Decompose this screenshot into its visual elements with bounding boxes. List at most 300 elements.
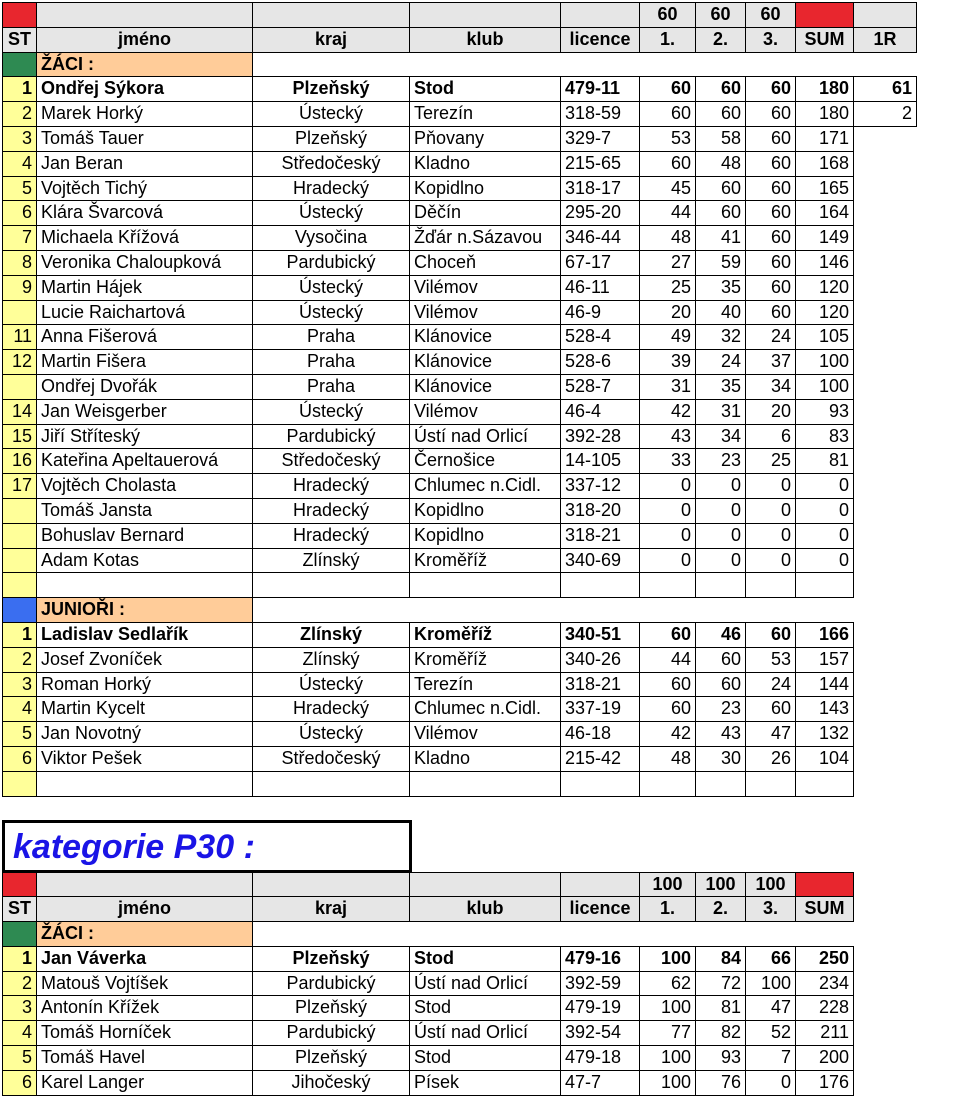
club-cell: Choceň bbox=[409, 250, 561, 276]
sum-cell: 0 bbox=[795, 523, 854, 549]
club-cell: Kroměříž bbox=[409, 622, 561, 648]
club-cell: Klánovice bbox=[409, 349, 561, 375]
round-2-cell: 60 bbox=[695, 647, 746, 673]
rank-cell bbox=[2, 498, 37, 524]
p30-column-header-row bbox=[3, 897, 917, 922]
licence-cell: 46-18 bbox=[560, 721, 640, 747]
licence-cell: 340-26 bbox=[560, 647, 640, 673]
round-3-cell: 100 bbox=[745, 971, 796, 997]
sum-cell: 132 bbox=[795, 721, 854, 747]
round-3-cell: 60 bbox=[745, 76, 796, 102]
region-cell: Jihočeský bbox=[252, 1070, 410, 1096]
licence-cell: 67-17 bbox=[560, 250, 640, 276]
club-cell: Kopidlno bbox=[409, 498, 561, 524]
rank-cell: 1 bbox=[2, 622, 37, 648]
name-cell: Jiří Stříteský bbox=[36, 424, 253, 450]
section-title-zaci: ŽÁCI : bbox=[36, 921, 253, 947]
name-cell: Vojtěch Tichý bbox=[36, 176, 253, 202]
round-2-cell: 32 bbox=[695, 324, 746, 350]
first-round-cell: 2 bbox=[853, 101, 917, 127]
table-row bbox=[3, 400, 917, 425]
region-cell: Hradecký bbox=[252, 498, 410, 524]
round-3-cell: 60 bbox=[745, 200, 796, 226]
club-cell: Pňovany bbox=[409, 126, 561, 152]
region-cell: Středočeský bbox=[252, 151, 410, 177]
header-round-2: 2. bbox=[695, 27, 746, 53]
category-title: kategorie P30 : bbox=[2, 820, 412, 873]
name-cell: Bohuslav Bernard bbox=[36, 523, 253, 549]
round-2-cell: 60 bbox=[695, 672, 746, 698]
round-1-cell: 20 bbox=[639, 300, 696, 326]
region-cell: Plzeňský bbox=[252, 946, 410, 972]
section-zaci-row bbox=[3, 53, 917, 78]
licence-cell: 340-51 bbox=[560, 622, 640, 648]
rank-cell: 2 bbox=[2, 647, 37, 673]
name-cell: Klára Švarcová bbox=[36, 200, 253, 226]
sum-cell: 100 bbox=[795, 349, 854, 375]
rank-cell: 6 bbox=[2, 1070, 37, 1096]
club-cell: Ústí nad Orlicí bbox=[409, 1020, 561, 1046]
green-marker-cell bbox=[2, 921, 37, 947]
header-round-2: 2. bbox=[695, 896, 746, 922]
round-1-cell: 44 bbox=[639, 200, 696, 226]
round-3-cell: 60 bbox=[745, 225, 796, 251]
round-1-cell: 60 bbox=[639, 76, 696, 102]
header-jmeno: jméno bbox=[36, 896, 253, 922]
sum-cell: 81 bbox=[795, 448, 854, 474]
sum-cell: 83 bbox=[795, 424, 854, 450]
licence-cell: 528-4 bbox=[560, 324, 640, 350]
sum-cell: 93 bbox=[795, 399, 854, 425]
header-st: ST bbox=[2, 27, 37, 53]
round-1-cell: 62 bbox=[639, 971, 696, 997]
licence-cell: 528-7 bbox=[560, 374, 640, 400]
licence-cell: 295-20 bbox=[560, 200, 640, 226]
licence-cell: 318-17 bbox=[560, 176, 640, 202]
club-cell: Žďár n.Sázavou bbox=[409, 225, 561, 251]
club-cell: Terezín bbox=[409, 672, 561, 698]
region-cell: Pardubický bbox=[252, 1020, 410, 1046]
round-3-cell: 53 bbox=[745, 647, 796, 673]
round-2-cell: 30 bbox=[695, 746, 746, 772]
region-cell: Hradecký bbox=[252, 176, 410, 202]
name-cell: Martin Kycelt bbox=[36, 696, 253, 722]
sum-cell: 120 bbox=[795, 275, 854, 301]
name-cell: Kateřina Apeltauerová bbox=[36, 448, 253, 474]
round-2-cell: 0 bbox=[695, 523, 746, 549]
name-cell: Roman Horký bbox=[36, 672, 253, 698]
round-3-cell: 25 bbox=[745, 448, 796, 474]
spacer-row bbox=[3, 573, 917, 598]
header-kraj: kraj bbox=[252, 896, 410, 922]
round-3-cell: 0 bbox=[745, 473, 796, 499]
round-3-cell: 60 bbox=[745, 176, 796, 202]
round-1-cell: 49 bbox=[639, 324, 696, 350]
club-cell: Stod bbox=[409, 76, 561, 102]
round-2-cell: 60 bbox=[695, 101, 746, 127]
p30-section-zaci-row bbox=[3, 922, 917, 947]
club-cell: Chlumec n.Cidl. bbox=[409, 696, 561, 722]
table-row bbox=[3, 996, 917, 1021]
round-1-cell: 48 bbox=[639, 225, 696, 251]
rank-cell: 4 bbox=[2, 1020, 37, 1046]
rank-cell: 4 bbox=[2, 151, 37, 177]
table-row bbox=[3, 648, 917, 673]
table-row bbox=[3, 77, 917, 102]
region-cell: Zlínský bbox=[252, 647, 410, 673]
header-round-1: 1. bbox=[639, 896, 696, 922]
round-3-cell: 20 bbox=[745, 399, 796, 425]
max-score-3: 60 bbox=[745, 2, 796, 28]
round-1-cell: 0 bbox=[639, 498, 696, 524]
rank-cell: 6 bbox=[2, 200, 37, 226]
rank-cell: 15 bbox=[2, 424, 37, 450]
club-cell: Stod bbox=[409, 1045, 561, 1071]
round-2-cell: 34 bbox=[695, 424, 746, 450]
licence-cell: 46-4 bbox=[560, 399, 640, 425]
club-cell: Písek bbox=[409, 1070, 561, 1096]
club-cell: Vilémov bbox=[409, 300, 561, 326]
round-2-cell: 60 bbox=[695, 176, 746, 202]
licence-cell: 46-11 bbox=[560, 275, 640, 301]
region-cell: Ústecký bbox=[252, 672, 410, 698]
sum-cell: 0 bbox=[795, 548, 854, 574]
sum-cell: 105 bbox=[795, 324, 854, 350]
sum-cell: 180 bbox=[795, 101, 854, 127]
region-cell: Praha bbox=[252, 324, 410, 350]
licence-cell: 46-9 bbox=[560, 300, 640, 326]
round-2-cell: 81 bbox=[695, 995, 746, 1021]
region-cell: Ústecký bbox=[252, 721, 410, 747]
name-cell: Ondřej Dvořák bbox=[36, 374, 253, 400]
round-1-cell: 0 bbox=[639, 523, 696, 549]
round-2-cell: 23 bbox=[695, 448, 746, 474]
club-cell: Klánovice bbox=[409, 374, 561, 400]
header-sum: SUM bbox=[795, 896, 854, 922]
round-1-cell: 25 bbox=[639, 275, 696, 301]
name-cell: Martin Hájek bbox=[36, 275, 253, 301]
table-row bbox=[3, 325, 917, 350]
licence-cell: 337-19 bbox=[560, 696, 640, 722]
licence-cell: 215-42 bbox=[560, 746, 640, 772]
round-2-cell: 76 bbox=[695, 1070, 746, 1096]
rank-cell: 16 bbox=[2, 448, 37, 474]
max-score-1: 60 bbox=[639, 2, 696, 28]
licence-cell: 479-18 bbox=[560, 1045, 640, 1071]
round-2-cell: 60 bbox=[695, 200, 746, 226]
name-cell: Ondřej Sýkora bbox=[36, 76, 253, 102]
club-cell: Vilémov bbox=[409, 399, 561, 425]
club-cell: Vilémov bbox=[409, 275, 561, 301]
max-score-row bbox=[3, 3, 917, 28]
red-marker-cell bbox=[795, 2, 854, 28]
header-round-3: 3. bbox=[745, 896, 796, 922]
rank-cell: 3 bbox=[2, 126, 37, 152]
sum-cell: 0 bbox=[795, 473, 854, 499]
header-kraj: kraj bbox=[252, 27, 410, 53]
p30-max-score-2: 100 bbox=[695, 872, 746, 898]
round-1-cell: 31 bbox=[639, 374, 696, 400]
region-cell: Plzeňský bbox=[252, 995, 410, 1021]
round-1-cell: 60 bbox=[639, 151, 696, 177]
round-3-cell: 66 bbox=[745, 946, 796, 972]
rank-cell: 9 bbox=[2, 275, 37, 301]
sum-cell: 211 bbox=[795, 1020, 854, 1046]
round-1-cell: 27 bbox=[639, 250, 696, 276]
results-sheet bbox=[3, 3, 917, 1096]
licence-cell: 318-59 bbox=[560, 101, 640, 127]
sum-cell: 234 bbox=[795, 971, 854, 997]
licence-cell: 392-59 bbox=[560, 971, 640, 997]
round-2-cell: 41 bbox=[695, 225, 746, 251]
round-3-cell: 52 bbox=[745, 1020, 796, 1046]
round-3-cell: 7 bbox=[745, 1045, 796, 1071]
region-cell: Praha bbox=[252, 349, 410, 375]
club-cell: Kopidlno bbox=[409, 176, 561, 202]
rank-cell bbox=[2, 374, 37, 400]
round-2-cell: 35 bbox=[695, 374, 746, 400]
licence-cell: 47-7 bbox=[560, 1070, 640, 1096]
sum-cell: 146 bbox=[795, 250, 854, 276]
table-row bbox=[3, 499, 917, 524]
name-cell: Matouš Vojtíšek bbox=[36, 971, 253, 997]
licence-cell: 318-20 bbox=[560, 498, 640, 524]
round-3-cell: 37 bbox=[745, 349, 796, 375]
region-cell: Zlínský bbox=[252, 622, 410, 648]
table-row bbox=[3, 251, 917, 276]
name-cell: Tomáš Horníček bbox=[36, 1020, 253, 1046]
rank-cell: 2 bbox=[2, 971, 37, 997]
spacer-row bbox=[3, 772, 917, 797]
club-cell: Kopidlno bbox=[409, 523, 561, 549]
sum-cell: 149 bbox=[795, 225, 854, 251]
sum-cell: 176 bbox=[795, 1070, 854, 1096]
name-cell: Jan Weisgerber bbox=[36, 399, 253, 425]
rank-cell: 5 bbox=[2, 176, 37, 202]
table-row bbox=[3, 722, 917, 747]
rank-cell: 12 bbox=[2, 349, 37, 375]
table-row bbox=[3, 127, 917, 152]
name-cell: Jan Novotný bbox=[36, 721, 253, 747]
round-3-cell: 60 bbox=[745, 250, 796, 276]
section-juniori-row bbox=[3, 598, 917, 623]
region-cell: Pardubický bbox=[252, 250, 410, 276]
round-3-cell: 24 bbox=[745, 672, 796, 698]
table-row bbox=[3, 350, 917, 375]
region-cell: Ústecký bbox=[252, 200, 410, 226]
p30-max-score-row bbox=[3, 873, 917, 898]
table-row bbox=[3, 449, 917, 474]
round-3-cell: 47 bbox=[745, 995, 796, 1021]
round-2-cell: 46 bbox=[695, 622, 746, 648]
rank-cell bbox=[2, 523, 37, 549]
round-1-cell: 0 bbox=[639, 473, 696, 499]
region-cell: Hradecký bbox=[252, 523, 410, 549]
licence-cell: 329-7 bbox=[560, 126, 640, 152]
region-cell: Plzeňský bbox=[252, 1045, 410, 1071]
round-1-cell: 42 bbox=[639, 399, 696, 425]
round-3-cell: 34 bbox=[745, 374, 796, 400]
round-2-cell: 82 bbox=[695, 1020, 746, 1046]
table-row bbox=[3, 1021, 917, 1046]
rank-cell: 6 bbox=[2, 746, 37, 772]
round-3-cell: 0 bbox=[745, 523, 796, 549]
licence-cell: 479-11 bbox=[560, 76, 640, 102]
club-cell: Ústí nad Orlicí bbox=[409, 424, 561, 450]
round-1-cell: 100 bbox=[639, 1070, 696, 1096]
p30-table-body bbox=[3, 947, 917, 1096]
max-score-2: 60 bbox=[695, 2, 746, 28]
region-cell: Plzeňský bbox=[252, 126, 410, 152]
table-row bbox=[3, 102, 917, 127]
table-row bbox=[3, 425, 917, 450]
round-3-cell: 60 bbox=[745, 696, 796, 722]
club-cell: Černošice bbox=[409, 448, 561, 474]
region-cell: Pardubický bbox=[252, 971, 410, 997]
name-cell: Karel Langer bbox=[36, 1070, 253, 1096]
region-cell: Plzeňský bbox=[252, 76, 410, 102]
table-row bbox=[3, 549, 917, 574]
header-1r: 1R bbox=[853, 27, 917, 53]
red-marker-cell bbox=[795, 872, 854, 898]
rank-cell: 7 bbox=[2, 225, 37, 251]
round-3-cell: 0 bbox=[745, 498, 796, 524]
licence-cell: 528-6 bbox=[560, 349, 640, 375]
round-2-cell: 59 bbox=[695, 250, 746, 276]
rank-cell: 17 bbox=[2, 473, 37, 499]
name-cell: Jan Beran bbox=[36, 151, 253, 177]
club-cell: Kladno bbox=[409, 746, 561, 772]
club-cell: Ústí nad Orlicí bbox=[409, 971, 561, 997]
name-cell: Marek Horký bbox=[36, 101, 253, 127]
name-cell: Vojtěch Cholasta bbox=[36, 473, 253, 499]
round-2-cell: 31 bbox=[695, 399, 746, 425]
name-cell: Anna Fišerová bbox=[36, 324, 253, 350]
round-1-cell: 45 bbox=[639, 176, 696, 202]
round-1-cell: 100 bbox=[639, 995, 696, 1021]
club-cell: Terezín bbox=[409, 101, 561, 127]
sum-cell: 164 bbox=[795, 200, 854, 226]
round-3-cell: 24 bbox=[745, 324, 796, 350]
licence-cell: 318-21 bbox=[560, 672, 640, 698]
round-1-cell: 100 bbox=[639, 1045, 696, 1071]
sum-cell: 143 bbox=[795, 696, 854, 722]
table-row bbox=[3, 623, 917, 648]
round-3-cell: 60 bbox=[745, 101, 796, 127]
name-cell: Lucie Raichartová bbox=[36, 300, 253, 326]
rank-cell: 1 bbox=[2, 76, 37, 102]
club-cell: Chlumec n.Cidl. bbox=[409, 473, 561, 499]
sum-cell: 157 bbox=[795, 647, 854, 673]
sum-cell: 120 bbox=[795, 300, 854, 326]
round-1-cell: 77 bbox=[639, 1020, 696, 1046]
round-2-cell: 35 bbox=[695, 275, 746, 301]
name-cell: Adam Kotas bbox=[36, 548, 253, 574]
header-round-1: 1. bbox=[639, 27, 696, 53]
round-2-cell: 48 bbox=[695, 151, 746, 177]
licence-cell: 340-69 bbox=[560, 548, 640, 574]
column-header-row bbox=[3, 28, 917, 53]
rank-cell: 5 bbox=[2, 721, 37, 747]
club-cell: Stod bbox=[409, 946, 561, 972]
licence-cell: 14-105 bbox=[560, 448, 640, 474]
round-1-cell: 33 bbox=[639, 448, 696, 474]
sum-cell: 104 bbox=[795, 746, 854, 772]
round-2-cell: 93 bbox=[695, 1045, 746, 1071]
round-1-cell: 53 bbox=[639, 126, 696, 152]
club-cell: Kroměříž bbox=[409, 548, 561, 574]
licence-cell: 215-65 bbox=[560, 151, 640, 177]
section-title-juniori: JUNIOŘI : bbox=[36, 597, 253, 623]
name-cell: Antonín Křížek bbox=[36, 995, 253, 1021]
first-round-cell: 61 bbox=[853, 76, 917, 102]
table-row bbox=[3, 947, 917, 972]
header-round-3: 3. bbox=[745, 27, 796, 53]
region-cell: Ústecký bbox=[252, 399, 410, 425]
rank-cell bbox=[2, 300, 37, 326]
table-row bbox=[3, 1071, 917, 1096]
zaci-table-body bbox=[3, 77, 917, 573]
sum-cell: 180 bbox=[795, 76, 854, 102]
region-cell: Vysočina bbox=[252, 225, 410, 251]
red-marker-cell bbox=[2, 872, 37, 898]
round-2-cell: 43 bbox=[695, 721, 746, 747]
green-marker-cell bbox=[2, 52, 37, 78]
rank-cell: 11 bbox=[2, 324, 37, 350]
name-cell: Josef Zvoníček bbox=[36, 647, 253, 673]
table-row bbox=[3, 226, 917, 251]
region-cell: Ústecký bbox=[252, 275, 410, 301]
round-1-cell: 60 bbox=[639, 696, 696, 722]
club-cell: Stod bbox=[409, 995, 561, 1021]
table-row bbox=[3, 201, 917, 226]
region-cell: Praha bbox=[252, 374, 410, 400]
licence-cell: 479-16 bbox=[560, 946, 640, 972]
round-3-cell: 0 bbox=[745, 1070, 796, 1096]
round-1-cell: 60 bbox=[639, 622, 696, 648]
round-2-cell: 24 bbox=[695, 349, 746, 375]
rank-cell: 5 bbox=[2, 1045, 37, 1071]
sum-cell: 200 bbox=[795, 1045, 854, 1071]
licence-cell: 392-54 bbox=[560, 1020, 640, 1046]
club-cell: Kladno bbox=[409, 151, 561, 177]
sum-cell: 168 bbox=[795, 151, 854, 177]
round-1-cell: 48 bbox=[639, 746, 696, 772]
table-row bbox=[3, 375, 917, 400]
header-sum: SUM bbox=[795, 27, 854, 53]
round-3-cell: 26 bbox=[745, 746, 796, 772]
sum-cell: 250 bbox=[795, 946, 854, 972]
header-licence: licence bbox=[560, 896, 640, 922]
club-cell: Klánovice bbox=[409, 324, 561, 350]
round-2-cell: 72 bbox=[695, 971, 746, 997]
sum-cell: 0 bbox=[795, 498, 854, 524]
name-cell: Ladislav Sedlařík bbox=[36, 622, 253, 648]
p30-title-row bbox=[3, 821, 917, 873]
region-cell: Ústecký bbox=[252, 101, 410, 127]
round-3-cell: 0 bbox=[745, 548, 796, 574]
header-klub: klub bbox=[409, 896, 561, 922]
table-row bbox=[3, 474, 917, 499]
region-cell: Středočeský bbox=[252, 746, 410, 772]
rank-cell: 14 bbox=[2, 399, 37, 425]
round-3-cell: 60 bbox=[745, 622, 796, 648]
table-row bbox=[3, 747, 917, 772]
table-row bbox=[3, 177, 917, 202]
round-3-cell: 60 bbox=[745, 300, 796, 326]
table-row bbox=[3, 152, 917, 177]
header-jmeno: jméno bbox=[36, 27, 253, 53]
